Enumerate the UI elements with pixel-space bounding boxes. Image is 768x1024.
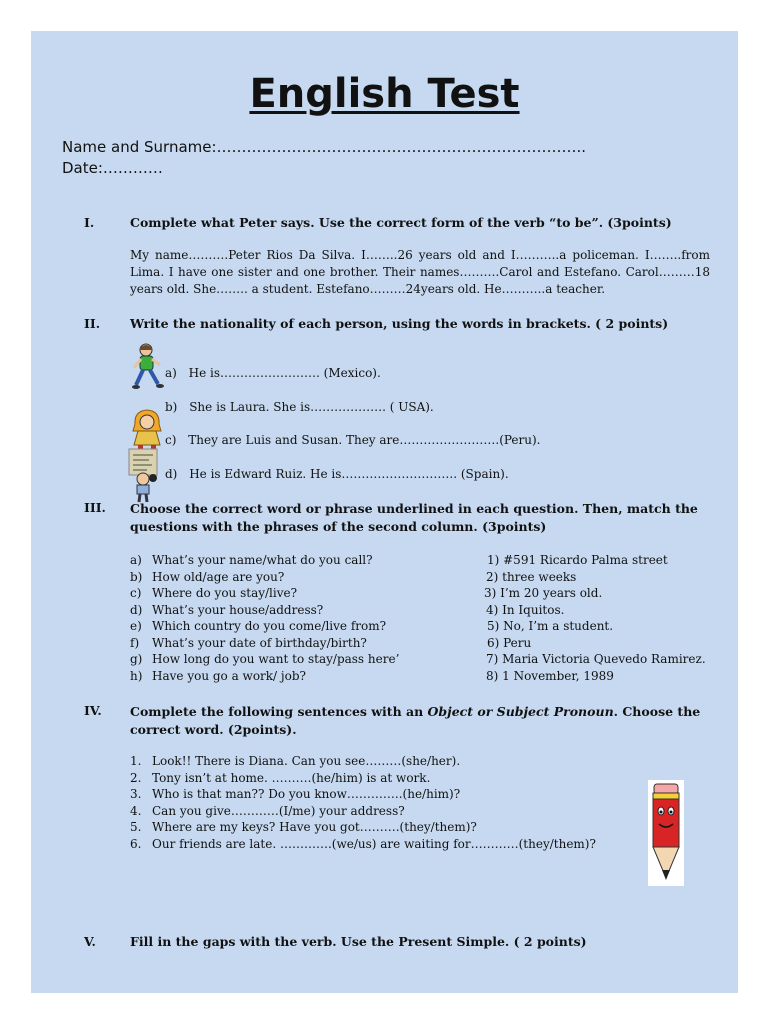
item-text: What’s your date of birthday/birth? xyxy=(152,635,367,650)
pronoun-item xyxy=(130,787,596,804)
question-item xyxy=(130,619,399,636)
pronoun-item xyxy=(130,771,596,788)
item-text: Who is that man?? Do you know…………..(he/him)? xyxy=(152,787,461,801)
pronoun-item xyxy=(130,820,596,837)
item-text: Tony isn’t at home. ……….(he/him) is at work. xyxy=(152,770,431,785)
pencil-character-clipart-icon xyxy=(648,780,684,886)
section-1-number: I. xyxy=(84,215,95,230)
item-text: Look!! There is Diana. Can you see………(she/her). xyxy=(152,754,461,768)
item-marker: d) xyxy=(130,602,143,617)
item-marker: b) xyxy=(165,400,178,414)
item-text: Where do you stay/live? xyxy=(152,586,298,600)
question-item xyxy=(130,669,399,686)
name-surname-line: Name and Surname:……………………………………………………………….. xyxy=(62,138,587,156)
item-marker: 1. xyxy=(130,754,142,768)
question-list xyxy=(130,553,399,685)
answer-item: 6) Peru xyxy=(487,635,532,650)
item-text: What’s your house/address? xyxy=(152,602,324,617)
item-text: Where are my keys? Have you got……….(they/them)? xyxy=(152,820,477,834)
item-marker: 2. xyxy=(130,770,142,785)
answer-item: 3) I’m 20 years old. xyxy=(484,586,603,600)
walking-boy-clipart-icon xyxy=(131,343,167,391)
section-1-heading: Complete what Peter says. Use the correct form of the verb “to be”. (3points) xyxy=(130,215,672,230)
date-line: Date:………… xyxy=(62,159,163,177)
item-text: Our friends are late. ………….(we/us) are waiting for…………(they/them)? xyxy=(152,836,596,851)
item-marker: h) xyxy=(130,668,143,683)
question-item xyxy=(130,553,399,570)
section-4-heading xyxy=(130,703,710,739)
section-5-heading: Fill in the gaps with the verb. Use the Present Simple. ( 2 points) xyxy=(130,934,587,949)
pronoun-item xyxy=(130,754,596,771)
section-1-text: My name……….Peter Rios Da Silva. I……..26 years old and I………..a policeman. I……..from Lima. I have one sister and one brother. Their names……….Carol and Estefano. Carol………18 years old. She…….. a student. Estefano………24years old. He………..a teacher. xyxy=(130,248,710,296)
item-text: They are Luis and Susan. They are…………………….(Peru). xyxy=(188,433,541,447)
answer-item: 8) 1 November, 1989 xyxy=(486,668,614,683)
answer-item: 7) Maria Victoria Quevedo Ramirez. xyxy=(486,652,706,666)
answer-list xyxy=(484,553,704,685)
page-title: English Test xyxy=(249,71,520,117)
question-item xyxy=(130,586,399,603)
section-4-number: IV. xyxy=(84,703,102,718)
item-marker: e) xyxy=(130,619,142,633)
test-sheet xyxy=(31,31,738,993)
item-marker: 5. xyxy=(130,820,142,834)
pronoun-item xyxy=(130,804,596,821)
item-marker: 3. xyxy=(130,787,142,801)
item-text: Have you go a work/ job? xyxy=(152,668,306,683)
item-marker: a) xyxy=(165,366,177,380)
item-marker: 6. xyxy=(130,836,142,851)
girl-clipart-icon xyxy=(130,409,166,451)
section-2-number: II. xyxy=(84,316,101,331)
question-item xyxy=(130,652,399,669)
boy-clipart-icon xyxy=(127,447,161,505)
nationality-item-a xyxy=(165,366,381,380)
section-2-heading: Write the nationality of each person, using the words in brackets. ( 2 points) xyxy=(130,316,669,331)
heading-emphasis: Object or Subject Pronoun xyxy=(427,704,614,719)
item-text: Which country do you come/live from? xyxy=(152,619,387,633)
nationality-item-d xyxy=(165,467,509,481)
pronoun-list xyxy=(130,754,596,853)
item-marker: g) xyxy=(130,652,143,666)
item-text: How old/age are you? xyxy=(152,569,285,584)
question-item xyxy=(130,570,399,587)
item-text: She is Laura. She is………………. ( USA). xyxy=(189,400,434,414)
heading-text: Complete the following sentences with an xyxy=(130,704,428,719)
nationality-item-b xyxy=(165,400,434,414)
item-text: What’s your name/what do you call? xyxy=(152,553,373,567)
item-marker: a) xyxy=(130,553,142,567)
answer-item: 1) #591 Ricardo Palma street xyxy=(487,553,668,567)
section-3-heading: Choose the correct word or phrase underlined in each question. Then, match the questions with the phrases of the second column. (3points) xyxy=(130,501,698,534)
item-marker: d) xyxy=(165,467,178,481)
item-marker: c) xyxy=(130,586,142,600)
section-3-number: III. xyxy=(84,500,106,515)
item-marker: c) xyxy=(165,433,177,447)
pronoun-item xyxy=(130,837,596,854)
section-5-number: V. xyxy=(84,934,96,949)
item-text: He is……………………. (Mexico). xyxy=(188,366,381,380)
answer-item: 2) three weeks xyxy=(486,569,577,584)
item-text: He is Edward Ruiz. He is……………………….. (Spain). xyxy=(189,467,509,481)
question-item xyxy=(130,636,399,653)
heading-text: . Choose the correct word. (2points). xyxy=(130,704,701,737)
item-marker: b) xyxy=(130,569,143,584)
item-text: Can you give…………(I/me) your address? xyxy=(152,803,405,818)
item-marker: 4. xyxy=(130,803,142,818)
answer-item: 5) No, I’m a student. xyxy=(487,619,614,633)
item-marker: f) xyxy=(130,635,140,650)
nationality-item-c xyxy=(165,433,541,447)
answer-item: 4) In Iquitos. xyxy=(486,602,565,617)
item-text: How long do you want to stay/pass here’ xyxy=(152,652,400,666)
question-item xyxy=(130,603,399,620)
